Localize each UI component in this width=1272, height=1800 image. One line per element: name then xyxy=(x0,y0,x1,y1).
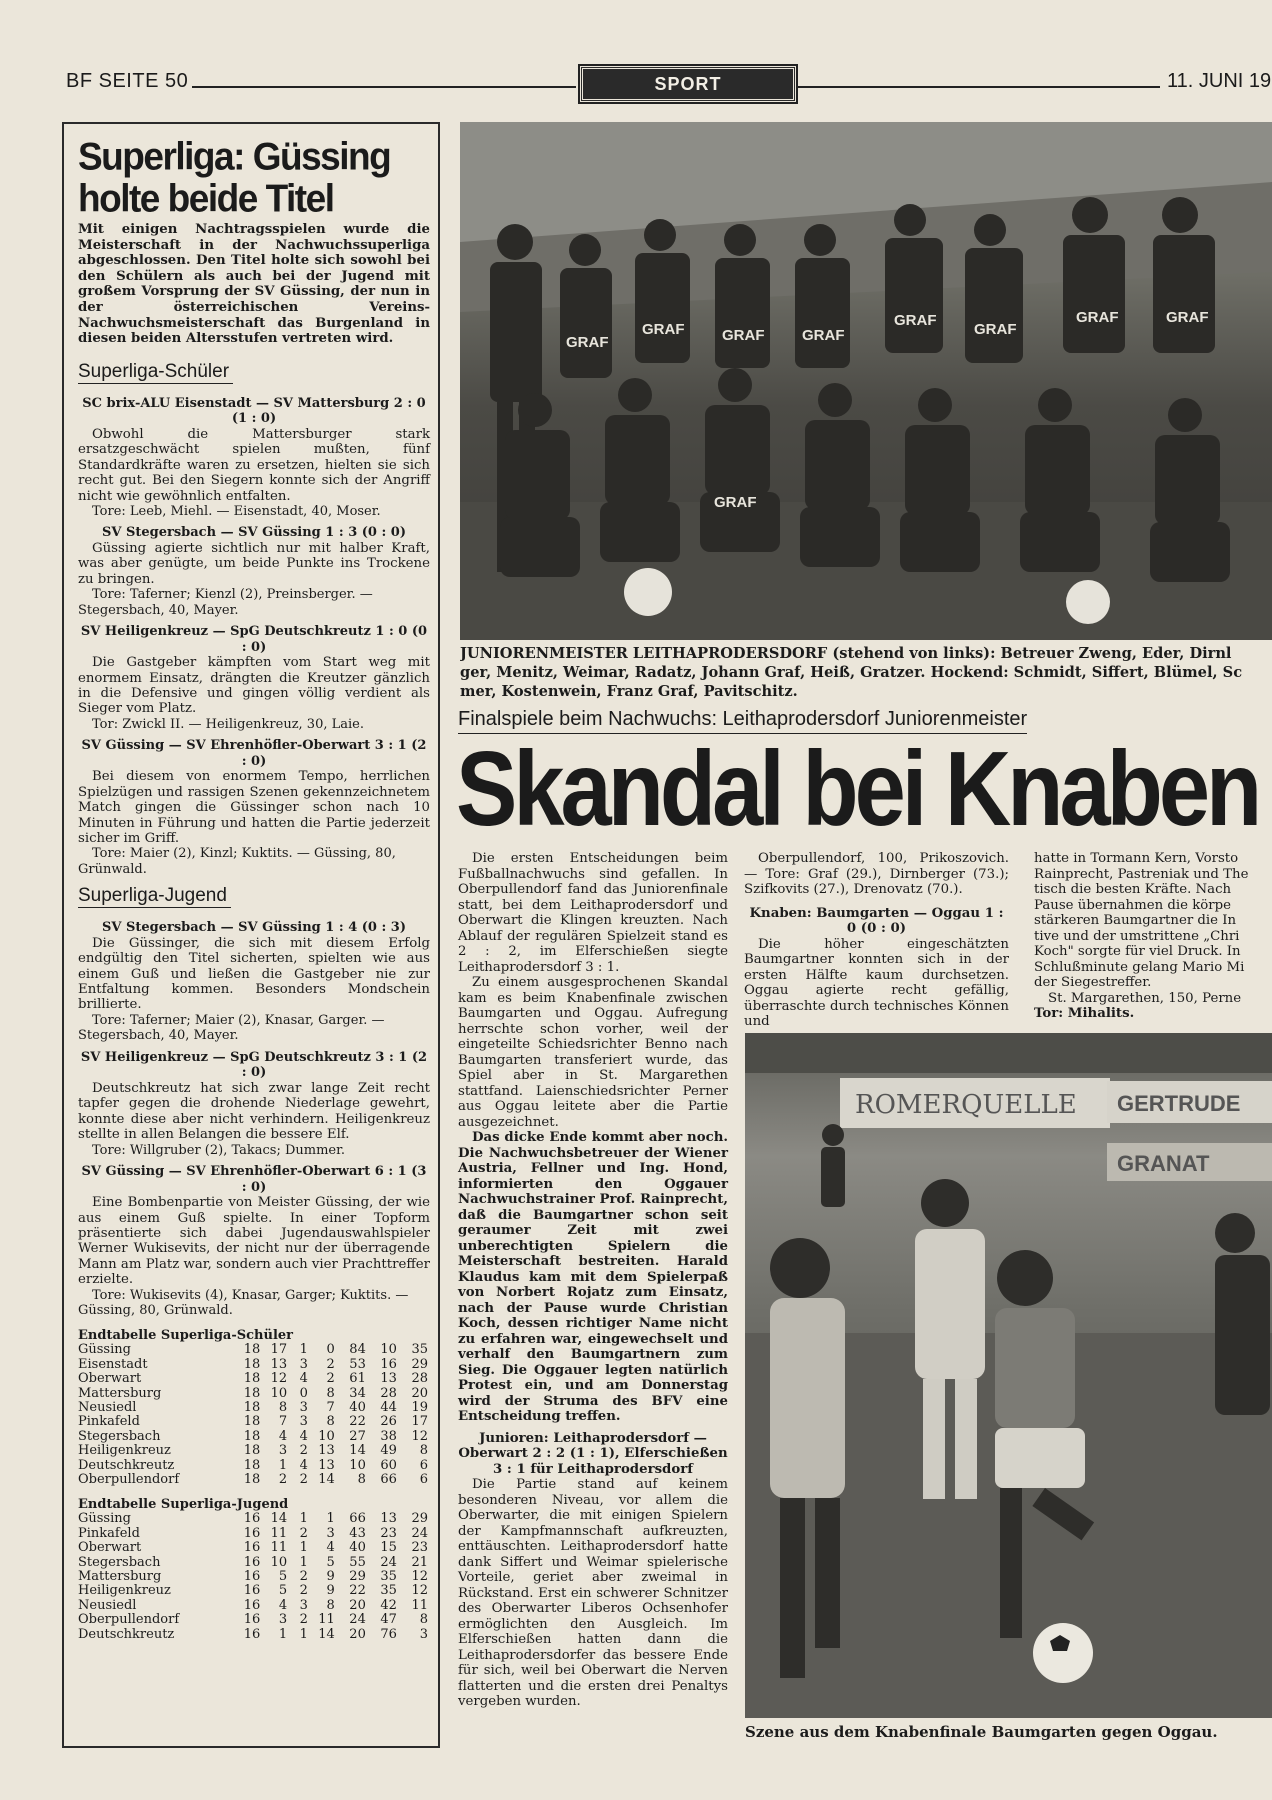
stat-cell: 10 xyxy=(380,1342,397,1358)
article-kicker: Finalspiele beim Nachwuchs: Leithaprodersdorf Juniorenmeister xyxy=(458,708,1027,734)
team-photo xyxy=(460,122,1272,640)
standings-table-schueler xyxy=(78,1343,428,1487)
team-cell: Stegersbach xyxy=(78,1554,161,1570)
line: stärkeren Baumgartner die In xyxy=(1034,913,1237,928)
table-row xyxy=(78,1430,428,1444)
stat-cell: 10 xyxy=(349,1457,366,1473)
stat-cell: 15 xyxy=(380,1540,397,1556)
stat-cell: 55 xyxy=(349,1554,366,1570)
match-scorers: Tore: Maier (2), Kinzl; Kuktits. — Güssing, 80, Grünwald. xyxy=(78,846,396,877)
stat-cell: 14 xyxy=(270,1511,288,1527)
match-heading: SV Güssing — SV Ehrenhöfler-Oberwart 6 : 1 (3 : 0) xyxy=(81,1163,427,1195)
stat-cell: 18 xyxy=(243,1356,261,1372)
stat-cell: 8 xyxy=(326,1597,335,1613)
line: tisch die besten Kräfte. Nach xyxy=(1034,882,1232,897)
line: Rainprecht, Pastreniak und The xyxy=(1034,866,1249,882)
stat-cell: 22 xyxy=(349,1583,366,1599)
stat-cell: 1 xyxy=(278,1626,288,1642)
table-row xyxy=(78,1527,428,1541)
stat-cell: 76 xyxy=(380,1626,397,1642)
stat-cell: 4 xyxy=(299,1428,308,1444)
table-row xyxy=(78,1570,428,1584)
stat-cell: 0 xyxy=(299,1385,308,1401)
stat-cell: 1 xyxy=(299,1554,308,1570)
stat-cell: 61 xyxy=(349,1371,366,1387)
stat-cell: 2 xyxy=(299,1525,308,1541)
table-row xyxy=(78,1628,428,1642)
stat-cell: 4 xyxy=(326,1540,335,1556)
svg-text:GRAF: GRAF xyxy=(1166,309,1209,326)
article-column-3 xyxy=(1034,851,1272,1022)
line: Pause übernahmen die körpe xyxy=(1034,897,1232,913)
team-cell: Neusiedl xyxy=(78,1399,137,1415)
stat-cell: 1 xyxy=(299,1342,308,1358)
stat-cell: 16 xyxy=(243,1525,261,1541)
caption-line-3: mer, Kostenwein, Franz Graf, Pavitschitz. xyxy=(460,683,798,700)
match-photo-image xyxy=(745,1033,1272,1718)
page-number: BF SEITE 50 xyxy=(66,70,189,92)
match-report: Eine Bombenpartie von Meister Güssing, der wie aus einem Guß spielte. In einer Topform präsentierte sich dabei Jugendauswahlspieler Werner Wukisevits, der nicht nur der überragende Mann am Platz war, sondern auch vier Prachttreffer erzielte. xyxy=(78,1195,430,1288)
stat-cell: 7 xyxy=(326,1399,335,1415)
team-cell: Heiligenkreuz xyxy=(78,1583,171,1599)
stat-cell: 14 xyxy=(318,1472,335,1487)
team-cell: Güssing xyxy=(78,1342,131,1358)
jugend-matches xyxy=(78,920,430,1318)
stat-cell: 18 xyxy=(243,1457,261,1473)
table-row xyxy=(78,1401,428,1415)
line: Koch" sorgte für viel Druck. In xyxy=(1034,944,1241,959)
stat-cell: 18 xyxy=(243,1371,261,1387)
stat-cell: 16 xyxy=(243,1569,261,1585)
issue-date: 11. JUNI 19 xyxy=(1167,70,1272,92)
match-report: Die Güssinger, die sich mit diesem Erfolg endgültig den Titel sicherten, spielten wie aus einem Guß und ließen die Gastgeber nie zur Entfaltung kommen. Besonders Mondschein brillierte. xyxy=(78,935,430,1013)
stat-cell: 27 xyxy=(349,1428,366,1444)
stat-cell: 2 xyxy=(278,1472,288,1487)
stat-cell: 44 xyxy=(380,1399,397,1415)
line: Schlußminute gelang Mario Mi xyxy=(1034,959,1245,975)
stat-cell: 53 xyxy=(349,1356,366,1372)
superliga-box xyxy=(62,122,440,1748)
match-report: Güssing agierte sichtlich nur mit halber Kraft, was aber genügte, um beide Punkte ins Trockene zu bringen. xyxy=(78,540,430,587)
team-cell: Oberwart xyxy=(78,1540,142,1556)
stat-cell: 43 xyxy=(349,1525,366,1541)
stat-cell: 19 xyxy=(411,1399,428,1415)
stat-cell: 66 xyxy=(349,1511,366,1527)
stat-cell: 20 xyxy=(349,1597,366,1613)
team-cell: Neusiedl xyxy=(78,1597,137,1613)
stat-cell: 1 xyxy=(299,1511,308,1527)
stat-cell: 11 xyxy=(270,1540,288,1556)
stat-cell: 2 xyxy=(299,1583,308,1599)
junioren-match-head: Junioren: Leithaprodersdorf — Oberwart 2 : 2 (1 : 1), Elferschießen 3 : 1 für Leithaprodersdorf xyxy=(458,1430,728,1477)
match-heading: SV Heiligenkreuz — SpG Deutschkreutz 3 : 1 (2 : 0) xyxy=(80,1049,428,1081)
table-row xyxy=(78,1584,428,1598)
match-report: Deutschkreutz hat sich zwar lange Zeit recht tapfer gegen die drohende Niederlage gewehrt, konnte diese aber nicht verhindern. Heiligenkreuz stellte in allen Belangen die bessere Elf. xyxy=(78,1080,430,1143)
superliga-intro: Mit einigen Nachtragsspielen wurde die Meisterschaft in der Nachwuchssuperliga abgeschlossen. Den Titel holte sich sowohl bei den Schülern als auch bei der Jugend mit großem Vorsprung der SV Güssing, der nun in der österreichischen Vereins-Nachwuchsmeisterschaft das Burgenland in diesen beiden Altersstufen vertreten wird. xyxy=(78,222,430,347)
line: Tor: Mihalits. xyxy=(1034,1006,1135,1021)
paragraph: Die Partie stand auf keinem besonderen Niveau, vor allem die Oberwarter, die mit einigen Spielern der Kampfmannschaft aufkreuzten, enttäuschten. Leithaprodersdorf hatte dank Siffert und Weimar spielerische Vorteile, geriet aber zweimal in Rückstand. Erst ein schwerer Schnitzer des Oberwarter Liberos Ochsenhofer ermöglichten den Ausgleich. Im Elferschießen hatten dann die Leithaprodersdorfer das bessere Ende für sich, weil bei Oberwart die Nerven flatterten und die ersten drei Penaltys vergeben wurden. xyxy=(458,1477,728,1709)
stat-cell: 6 xyxy=(419,1472,428,1487)
stat-cell: 16 xyxy=(243,1597,261,1613)
stat-cell: 18 xyxy=(243,1399,261,1415)
stat-cell: 2 xyxy=(299,1569,308,1585)
stat-cell: 8 xyxy=(419,1443,428,1459)
headline-line-2: holte beide Titel xyxy=(78,176,334,220)
line: der Siegestreffer. xyxy=(1034,975,1152,990)
stat-cell: 11 xyxy=(318,1612,335,1628)
stat-cell: 18 xyxy=(243,1342,261,1358)
svg-text:GRAF: GRAF xyxy=(894,312,937,329)
stat-cell: 12 xyxy=(270,1371,288,1387)
match-heading: SV Güssing — SV Ehrenhöfler-Oberwart 3 : 1 (2 : 0) xyxy=(81,738,427,769)
jugend-subhead: Superliga-Jugend xyxy=(78,885,231,908)
stat-cell: 18 xyxy=(243,1414,261,1430)
stat-cell: 16 xyxy=(243,1540,261,1556)
match-report: Die Gastgeber kämpften vom Start weg mit enormem Einsatz, drängten die Kreutzer gänzlich in die Defensive und gingen völlig verdient als Sieger vom Platz. xyxy=(78,655,430,717)
stat-cell: 3 xyxy=(299,1399,308,1415)
table-row xyxy=(78,1415,428,1429)
stat-cell: 16 xyxy=(243,1511,261,1527)
table-row xyxy=(78,1599,428,1613)
team-photo-image xyxy=(460,122,1272,640)
stat-cell: 22 xyxy=(349,1414,366,1430)
article-column-1 xyxy=(458,851,728,1710)
stat-cell: 10 xyxy=(270,1385,288,1401)
stat-cell: 13 xyxy=(380,1371,397,1387)
stat-cell: 28 xyxy=(411,1371,428,1387)
stat-cell: 9 xyxy=(326,1569,335,1585)
header-rule-right xyxy=(796,86,1160,88)
stat-cell: 17 xyxy=(270,1342,288,1358)
table-row xyxy=(78,1512,428,1526)
stat-cell: 13 xyxy=(318,1457,335,1473)
stat-cell: 35 xyxy=(380,1569,397,1585)
stat-cell: 2 xyxy=(299,1472,308,1487)
table-jugend-title: Endtabelle Superliga-Jugend xyxy=(78,1497,289,1513)
table-row xyxy=(78,1473,428,1487)
table-row xyxy=(78,1343,428,1357)
stat-cell: 35 xyxy=(411,1342,428,1358)
stat-cell: 3 xyxy=(278,1612,288,1628)
stat-cell: 12 xyxy=(411,1569,428,1585)
stat-cell: 5 xyxy=(326,1554,335,1570)
superliga-headline xyxy=(78,136,430,220)
schueler-subhead: Superliga-Schüler xyxy=(78,361,233,384)
stat-cell: 84 xyxy=(349,1342,366,1358)
table-row xyxy=(78,1556,428,1570)
article-headline: Skandal bei Knaben xyxy=(456,730,1259,849)
stat-cell: 9 xyxy=(326,1583,335,1599)
match-photo-caption: Szene aus dem Knabenfinale Baumgarten gegen Oggau. xyxy=(745,1723,1218,1741)
stat-cell: 13 xyxy=(380,1511,397,1527)
table-row xyxy=(78,1613,428,1627)
stat-cell: 2 xyxy=(326,1356,335,1372)
stat-cell: 2 xyxy=(326,1371,335,1387)
stat-cell: 4 xyxy=(278,1428,288,1444)
stat-cell: 16 xyxy=(243,1612,261,1628)
section-badge: SPORT xyxy=(580,66,796,102)
team-cell: Deutschkreutz xyxy=(78,1457,175,1473)
headline-line-1: Superliga: Güssing xyxy=(78,134,391,178)
stat-cell: 13 xyxy=(270,1356,288,1372)
stat-cell: 2 xyxy=(299,1443,308,1459)
stat-cell: 3 xyxy=(299,1597,308,1613)
team-cell: Mattersburg xyxy=(78,1569,162,1585)
stat-cell: 11 xyxy=(411,1597,428,1613)
paragraph: Die ersten Entscheidungen beim Fußballnachwuchs sind gefallen. In Oberpullendorf fand das Juniorenfinale statt, bei dem Leithaprodersdorf und Oberwart die Klingen kreuzten. Nach Ablauf der regulären Spielzeit stand es 2 : 2, im Elferschießen siegte Leithaprodersdorf 3 : 1. xyxy=(458,851,728,975)
schueler-matches xyxy=(78,396,430,878)
stat-cell: 18 xyxy=(243,1385,261,1401)
stat-cell: 4 xyxy=(299,1371,308,1387)
stat-cell: 16 xyxy=(243,1626,261,1642)
stat-cell: 16 xyxy=(243,1583,261,1599)
stat-cell: 3 xyxy=(278,1443,288,1459)
team-cell: Stegersbach xyxy=(78,1428,161,1444)
team-cell: Eisenstadt xyxy=(78,1356,148,1372)
team-cell: Güssing xyxy=(78,1511,131,1527)
stat-cell: 1 xyxy=(326,1511,335,1527)
stat-cell: 18 xyxy=(243,1428,261,1444)
stat-cell: 18 xyxy=(243,1472,261,1487)
match-scorers: Tore: Willgruber (2), Takacs; Dummer. xyxy=(92,1142,346,1158)
stat-cell: 1 xyxy=(278,1457,288,1473)
stat-cell: 49 xyxy=(380,1443,397,1459)
stat-cell: 14 xyxy=(318,1626,335,1642)
match-report: Obwohl die Mattersburger stark ersatzgeschwächt spielen mußten, fünf Standardkräfte waren zu ersetzen, hielten sie sich recht gut. Bei den Siegern konnte sich der Angriff nicht wie gewöhnlich entfalten. xyxy=(78,426,430,504)
match-scorers: Tore: Leeb, Miehl. — Eisenstadt, 40, Moser. xyxy=(92,503,381,519)
table-row xyxy=(78,1387,428,1401)
svg-text:GRAF: GRAF xyxy=(722,327,765,344)
stat-cell: 24 xyxy=(411,1525,428,1541)
match-scorers: Tore: Wukisevits (4), Knasar, Garger; Kuktits. — Güssing, 80, Grünwald. xyxy=(78,1287,409,1318)
stat-cell: 34 xyxy=(349,1385,366,1401)
stat-cell: 21 xyxy=(411,1554,428,1570)
svg-text:GRAF: GRAF xyxy=(802,327,845,344)
table-row xyxy=(78,1358,428,1372)
standings-table-jugend xyxy=(78,1512,428,1642)
stat-cell: 29 xyxy=(411,1511,428,1527)
team-cell: Pinkafeld xyxy=(78,1525,140,1541)
team-cell: Heiligenkreuz xyxy=(78,1443,171,1459)
stat-cell: 20 xyxy=(411,1385,428,1401)
stat-cell: 24 xyxy=(380,1554,397,1570)
stat-cell: 3 xyxy=(419,1626,428,1642)
stat-cell: 26 xyxy=(380,1414,397,1430)
stat-cell: 66 xyxy=(380,1472,397,1487)
stat-cell: 23 xyxy=(380,1525,397,1541)
stat-cell: 60 xyxy=(380,1457,397,1473)
team-cell: Mattersburg xyxy=(78,1385,162,1401)
table-schueler-title: Endtabelle Superliga-Schüler xyxy=(78,1328,294,1344)
team-cell: Oberpullendorf xyxy=(78,1612,180,1628)
paragraph: Zu einem ausgesprochenen Skandal kam es beim Knabenfinale zwischen Baumgarten und Oggau. Aufregung herrschte schon vorher, weil der eingeteilte Schiedsrichter Benno nach Baumgarten transferiert wurde, das Spiel aber in St. Margarethen stattfand. Laienschiedsrichter Perner aus Oggau leitete aber die Partie ausgezeichnet. xyxy=(458,975,728,1130)
stat-cell: 28 xyxy=(380,1385,397,1401)
line: tive und der umstrittene „Chri xyxy=(1034,928,1240,944)
caption-line-2: ger, Menitz, Weimar, Radatz, Johann Graf, Heiß, Gratzer. Hockend: Schmidt, Siffert, Blümel, Sc xyxy=(460,664,1243,681)
team-photo-caption xyxy=(460,644,1272,701)
svg-text:GRAF: GRAF xyxy=(974,321,1017,338)
stat-cell: 10 xyxy=(318,1428,335,1444)
banner-text-2: GERTRUDE xyxy=(1117,1091,1241,1116)
stat-cell: 40 xyxy=(349,1540,366,1556)
paragraph: Die höher eingeschätzten Baumgartner konnten sich in der ersten Hälfte kaum durchsetzen. Oggau agierte recht gefällig, überraschte durch technisches Können und xyxy=(744,936,1009,1029)
stat-cell: 20 xyxy=(349,1626,366,1642)
table-row xyxy=(78,1541,428,1555)
svg-text:GRAF: GRAF xyxy=(1076,309,1119,326)
stat-cell: 47 xyxy=(380,1612,397,1628)
match-scorers: Tor: Zwickl II. — Heiligenkreuz, 30, Laie. xyxy=(92,716,364,732)
line: St. Margarethen, 150, Perne xyxy=(1048,990,1242,1006)
stat-cell: 35 xyxy=(380,1583,397,1599)
stat-cell: 16 xyxy=(243,1554,261,1570)
match-scorers: Tore: Taferner; Kienzl (2), Preinsberger. — Stegersbach, 40, Mayer. xyxy=(78,587,373,618)
stat-cell: 8 xyxy=(278,1399,288,1415)
match-photo xyxy=(745,1033,1272,1718)
stat-cell: 8 xyxy=(326,1385,335,1401)
match-heading: SV Stegersbach — SV Güssing 1 : 4 (0 : 3) xyxy=(101,920,407,936)
stat-cell: 1 xyxy=(299,1540,308,1556)
banner-text-3: GRANAT xyxy=(1117,1151,1210,1176)
stat-cell: 18 xyxy=(243,1443,261,1459)
caption-line-1: JUNIORENMEISTER LEITHAPRODERSDORF (stehend von links): Betreuer Zweng, Eder, Dirnl xyxy=(460,645,1232,662)
team-cell: Pinkafeld xyxy=(78,1414,140,1430)
stat-cell: 23 xyxy=(411,1540,428,1556)
stat-cell: 0 xyxy=(326,1342,335,1358)
stat-cell: 4 xyxy=(278,1597,288,1613)
table-row xyxy=(78,1444,428,1458)
team-cell: Oberwart xyxy=(78,1371,142,1387)
stat-cell: 3 xyxy=(299,1356,308,1372)
paragraph: Oberpullendorf, 100, Prikoszovich. — Tore: Graf (29.), Dirnberger (73.); Szifkovits (27.), Drenovatz (70.). xyxy=(744,851,1009,897)
stat-cell: 5 xyxy=(278,1583,288,1599)
stat-cell: 8 xyxy=(326,1414,335,1430)
match-heading: SV Stegersbach — SV Güssing 1 : 3 (0 : 0) xyxy=(101,525,407,541)
stat-cell: 14 xyxy=(349,1443,366,1459)
svg-text:GRAF: GRAF xyxy=(714,494,757,511)
stat-cell: 16 xyxy=(380,1356,397,1372)
stat-cell: 6 xyxy=(419,1457,428,1473)
stat-cell: 42 xyxy=(380,1597,397,1613)
stat-cell: 7 xyxy=(278,1414,288,1430)
table-row xyxy=(78,1372,428,1386)
stat-cell: 13 xyxy=(318,1443,335,1459)
match-heading: SC brix-ALU Eisenstadt — SV Mattersburg 2 : 0 (1 : 0) xyxy=(82,395,426,427)
svg-text:GRAF: GRAF xyxy=(566,334,609,351)
stat-cell: 17 xyxy=(411,1414,428,1430)
svg-text:GRAF: GRAF xyxy=(642,321,685,338)
stat-cell: 29 xyxy=(411,1356,428,1372)
stat-cell: 29 xyxy=(349,1569,366,1585)
match-report: Bei diesem von enormem Tempo, herrlichen Spielzügen und rassigen Szenen gekennzeichnetem Match gingen die Güssinger schon nach 10 Minuten in Führung und hatten die Partie jederzeit sicher im Griff. xyxy=(78,769,430,847)
stat-cell: 12 xyxy=(411,1583,428,1599)
stat-cell: 3 xyxy=(299,1414,308,1430)
stat-cell: 12 xyxy=(411,1428,428,1444)
stat-cell: 40 xyxy=(349,1399,366,1415)
stat-cell: 1 xyxy=(299,1626,308,1642)
stat-cell: 38 xyxy=(380,1428,397,1444)
knaben-match-head: Knaben: Baumgarten — Oggau 1 : 0 (0 : 0) xyxy=(749,905,1004,936)
match-heading: SV Heiligenkreuz — SpG Deutschkreutz 1 : 0 (0 : 0) xyxy=(80,624,428,655)
stat-cell: 4 xyxy=(299,1457,308,1473)
paragraph-bold: Das dicke Ende kommt aber noch. Die Nachwuchsbetreuer der Wiener Austria, Fellner und Ing. Hond, informierten den Oggauer Nachwuchstrainer Prof. Rainprecht, daß die Baumgartner schon seit geraumer Zeit mit zwei unberechtigten Spielern die Meisterschaft bestreiten. Harald Klaudus kam mit dem Spielerpaß von Norbert Rojatz zum Einsatz, nach der Pause wurde Christian Koch, dessen richtiger Name nicht zu erfahren war, eingewechselt und verhalf den Baumgartnern zum Sieg. Die Oggauer legten natürlich Protest ein, und am Donnerstag wird der Struma des BFV eine Entscheidung treffen. xyxy=(458,1130,728,1424)
stat-cell: 2 xyxy=(299,1612,308,1628)
header-rule-left xyxy=(192,86,576,88)
banner-text-1: ROMERQUELLE xyxy=(855,1090,1077,1120)
team-cell: Deutschkreutz xyxy=(78,1626,175,1642)
stat-cell: 8 xyxy=(357,1472,366,1487)
team-cell: Oberpullendorf xyxy=(78,1472,180,1487)
stat-cell: 3 xyxy=(326,1525,335,1541)
stat-cell: 10 xyxy=(270,1554,288,1570)
stat-cell: 5 xyxy=(278,1569,288,1585)
stat-cell: 24 xyxy=(349,1612,366,1628)
article-column-2 xyxy=(744,851,1009,1030)
stat-cell: 8 xyxy=(419,1612,428,1628)
table-row xyxy=(78,1459,428,1473)
stat-cell: 11 xyxy=(270,1525,288,1541)
line: hatte in Tormann Kern, Vorsto xyxy=(1034,851,1239,866)
match-scorers: Tore: Taferner; Maier (2), Knasar, Garger. — Stegersbach, 40, Mayer. xyxy=(78,1012,385,1044)
